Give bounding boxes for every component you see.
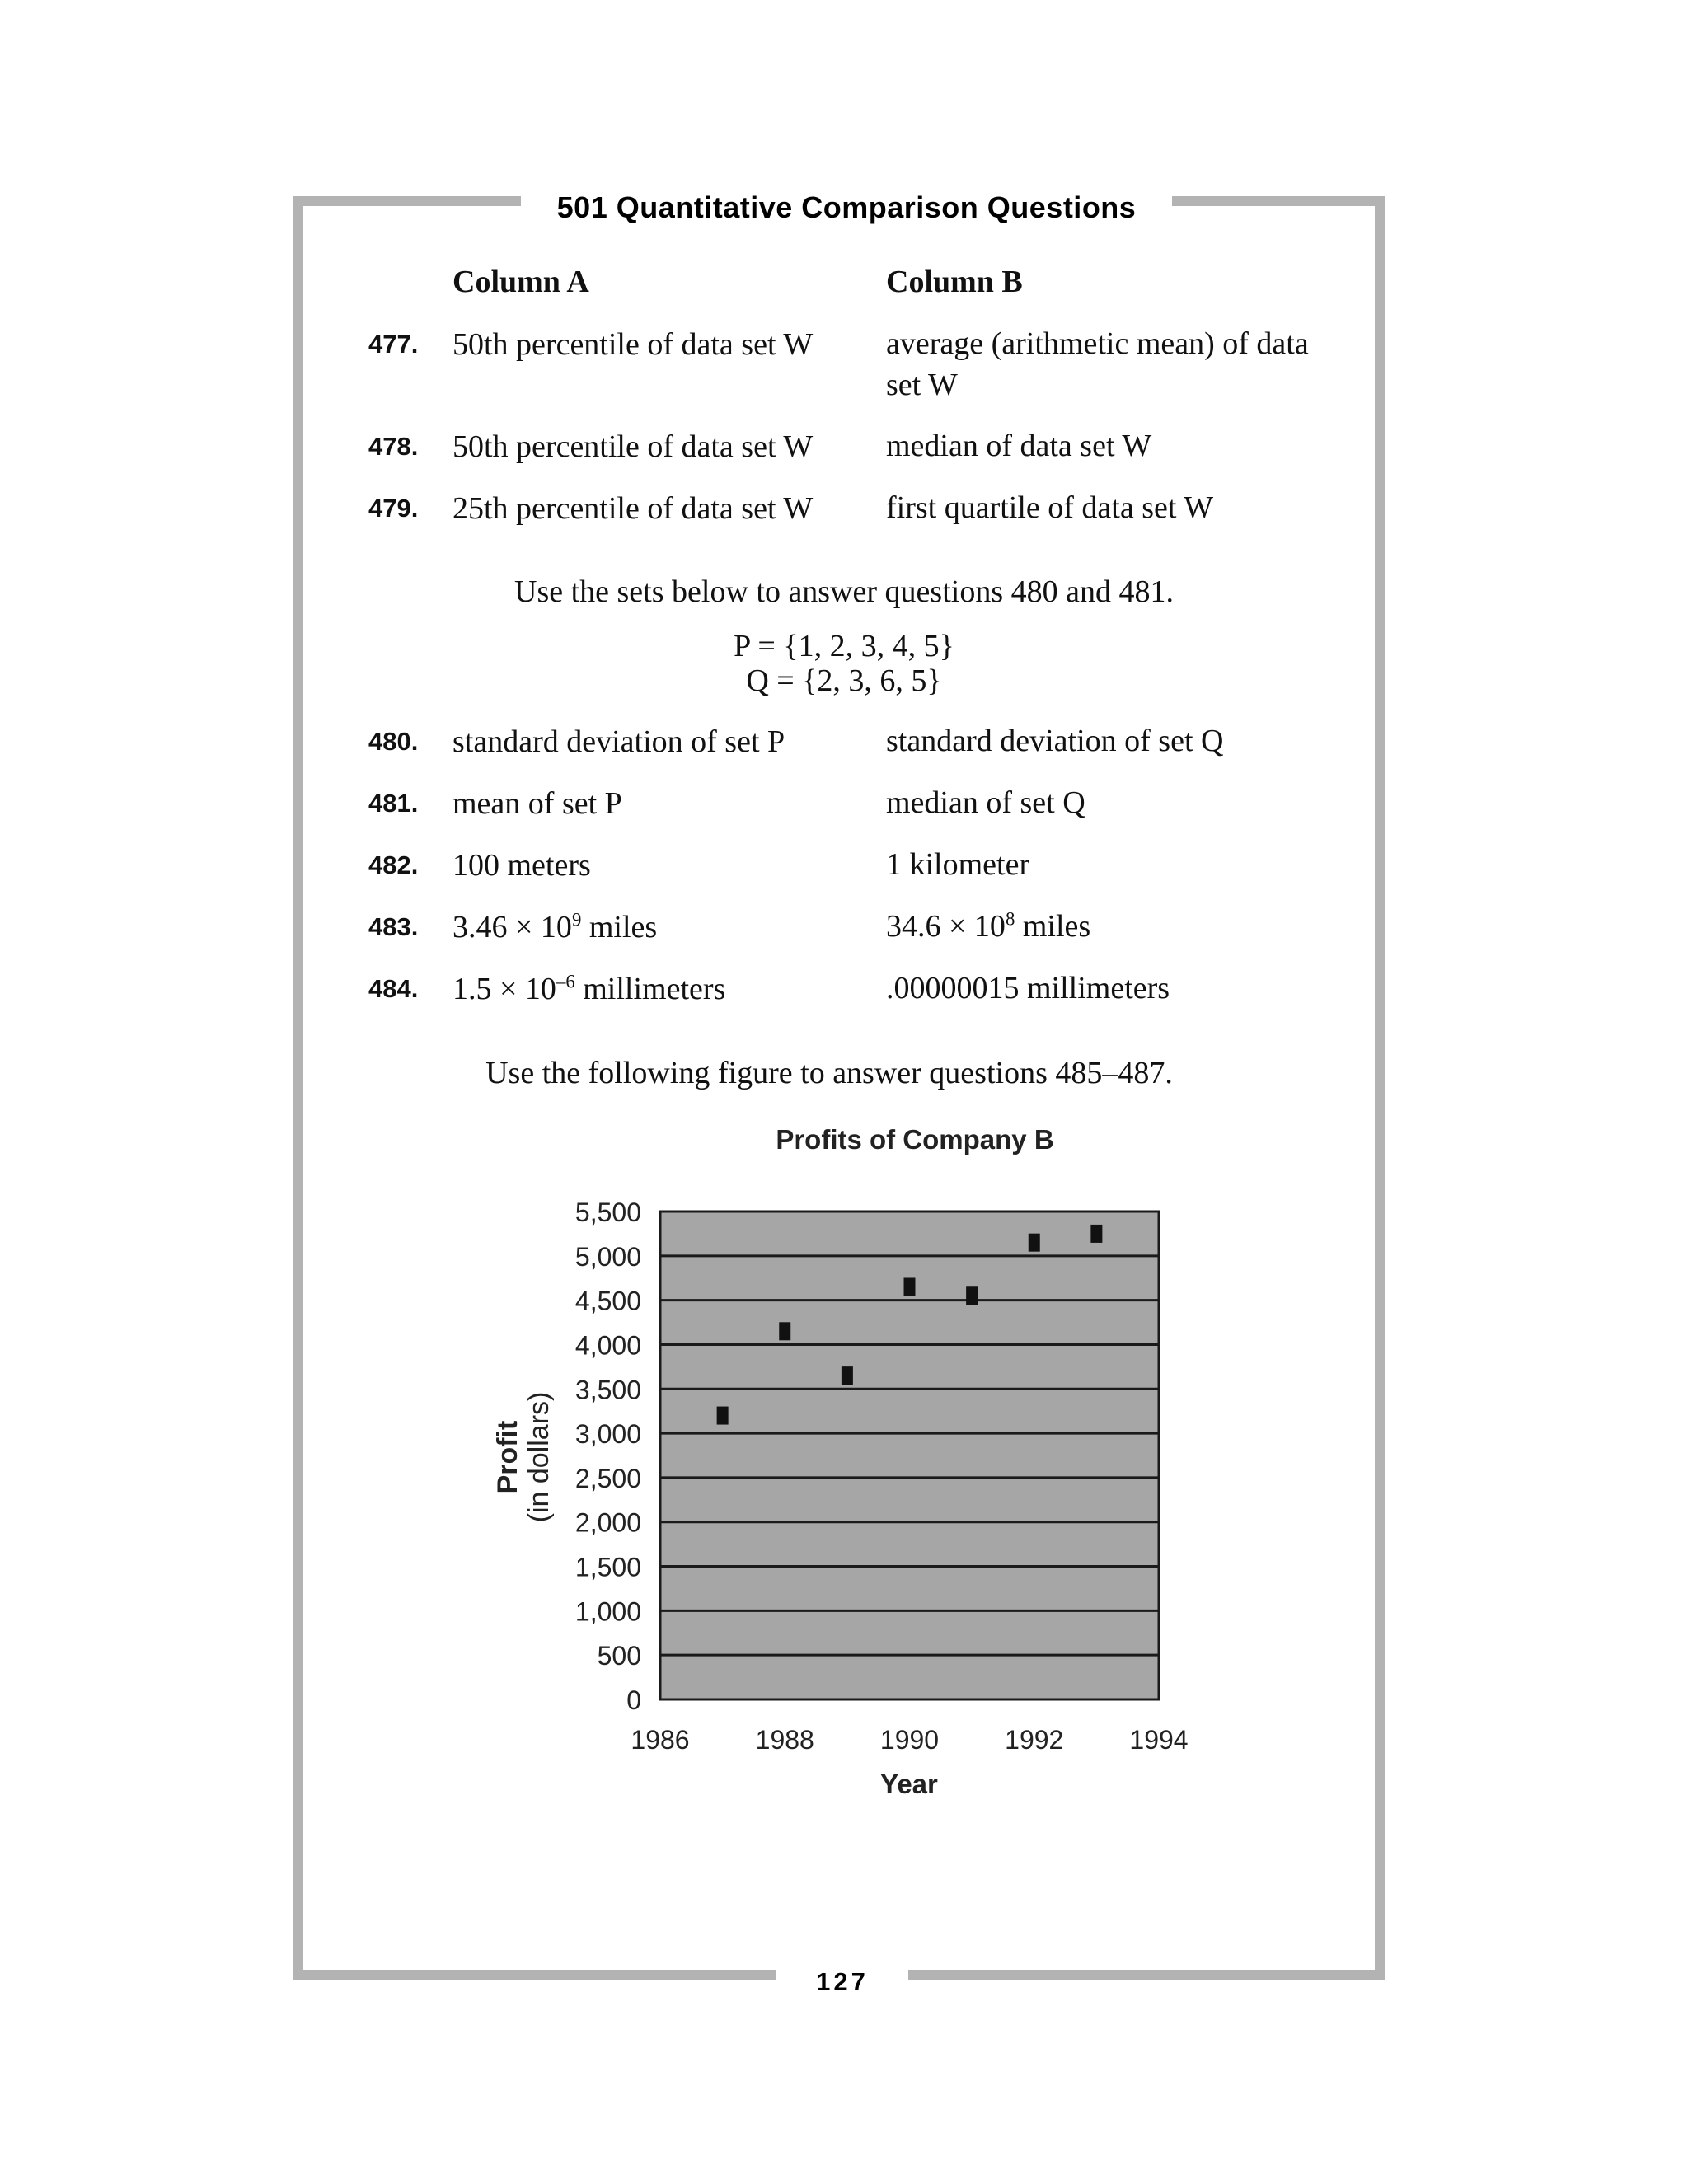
y-tick-label: 5,500 bbox=[574, 1197, 641, 1227]
sets-instruction: Use the sets below to answer questions 480 and 481. bbox=[514, 574, 1174, 609]
y-tick-label: 2,000 bbox=[574, 1507, 641, 1538]
x-axis-label: Year bbox=[880, 1769, 938, 1799]
question-row bbox=[368, 724, 1325, 765]
x-tick-label: 1994 bbox=[1129, 1725, 1189, 1755]
data-point bbox=[1090, 1225, 1102, 1243]
column-b-text: standard deviation of set Q bbox=[886, 724, 1224, 758]
x-tick-label: 1990 bbox=[879, 1725, 940, 1755]
y-tick-label: 2,500 bbox=[574, 1463, 641, 1493]
question-number: 477. bbox=[368, 330, 419, 359]
set-p: P = {1, 2, 3, 4, 5} bbox=[734, 629, 954, 663]
frame-top-left bbox=[293, 196, 521, 206]
exponent: 8 bbox=[1005, 908, 1015, 930]
y-tick-label: 3,500 bbox=[574, 1375, 641, 1405]
frame-bottom-left bbox=[293, 1970, 776, 1980]
x-tick-label: 1992 bbox=[1005, 1725, 1064, 1755]
question-row bbox=[368, 847, 1325, 888]
data-point bbox=[779, 1322, 790, 1340]
column-a-text: standard deviation of set P bbox=[452, 724, 785, 759]
data-point bbox=[966, 1286, 978, 1305]
frame-top-right bbox=[1172, 196, 1385, 206]
data-point bbox=[1029, 1234, 1040, 1252]
data-point bbox=[842, 1366, 853, 1385]
question-row bbox=[368, 326, 1325, 409]
profit-chart bbox=[0, 1121, 1688, 1821]
question-number: 480. bbox=[368, 727, 419, 756]
y-axis-label-line1: Profit bbox=[492, 1420, 523, 1494]
column-b-text: .00000015 millimeters bbox=[886, 971, 1170, 1005]
question-row bbox=[368, 785, 1325, 827]
column-a-text: mean of set P bbox=[452, 786, 622, 821]
column-a-text: $3.46 \times 10^9$ miles bbox=[452, 909, 658, 944]
data-point bbox=[717, 1407, 729, 1425]
figure-instruction: Use the following figure to answer questions 485–487. bbox=[485, 1056, 1173, 1090]
page-number: 127 bbox=[776, 1961, 908, 2003]
y-tick-label: 1,000 bbox=[574, 1596, 641, 1627]
x-tick-label: 1988 bbox=[755, 1725, 814, 1755]
data-point bbox=[904, 1277, 916, 1296]
frame-bottom-right bbox=[908, 1970, 1385, 1980]
y-tick-label: 4,000 bbox=[574, 1330, 641, 1361]
x-tick-label: 1986 bbox=[631, 1725, 690, 1755]
column-b-heading: Column B bbox=[886, 265, 1023, 299]
y-tick-label: 5,000 bbox=[574, 1241, 641, 1272]
y-tick-label: 4,500 bbox=[574, 1286, 641, 1316]
column-a-text: $1.5 \times 10^{-6}$ millimeters bbox=[452, 971, 726, 1006]
question-number: 481. bbox=[368, 789, 419, 818]
question-row bbox=[368, 429, 1325, 470]
y-tick-label: 0 bbox=[626, 1685, 641, 1715]
set-q: Q = {2, 3, 6, 5} bbox=[746, 663, 942, 698]
column-a-text: 50th percentile of data set W bbox=[452, 327, 814, 362]
exponent: 9 bbox=[571, 909, 582, 930]
exponent: –6 bbox=[556, 971, 575, 992]
column-b-text: $34.6 \times 10^8$ miles bbox=[886, 908, 1091, 944]
column-a-text: 25th percentile of data set W bbox=[452, 491, 814, 526]
column-b-text: median of set Q bbox=[886, 785, 1085, 820]
y-axis-label bbox=[492, 1392, 555, 1523]
question-row bbox=[368, 490, 1325, 532]
column-b-text: median of data set W bbox=[886, 429, 1152, 463]
question-row bbox=[368, 909, 1325, 950]
y-tick-label: 3,000 bbox=[574, 1419, 641, 1450]
column-b-text: average (arithmetic mean) of data set W bbox=[886, 326, 1309, 402]
y-tick-label: 500 bbox=[597, 1641, 641, 1671]
question-number: 479. bbox=[368, 494, 419, 523]
column-b-text: 1 kilometer bbox=[886, 847, 1030, 882]
column-a-heading: Column A bbox=[452, 265, 589, 299]
question-number: 483. bbox=[368, 912, 419, 941]
page-header-title: 501 Quantitative Comparison Questions bbox=[521, 188, 1172, 227]
question-number: 482. bbox=[368, 851, 419, 879]
y-axis-label-line2: (in dollars) bbox=[523, 1391, 555, 1523]
column-a-text: 50th percentile of data set W bbox=[452, 429, 814, 464]
question-number: 484. bbox=[368, 974, 419, 1003]
column-b-text: first quartile of data set W bbox=[886, 490, 1214, 525]
question-row bbox=[368, 971, 1325, 1012]
y-tick-label: 1,500 bbox=[574, 1552, 641, 1582]
chart-title: Profits of Company B bbox=[776, 1124, 1054, 1155]
question-number: 478. bbox=[368, 432, 419, 461]
column-a-text: 100 meters bbox=[452, 848, 591, 883]
